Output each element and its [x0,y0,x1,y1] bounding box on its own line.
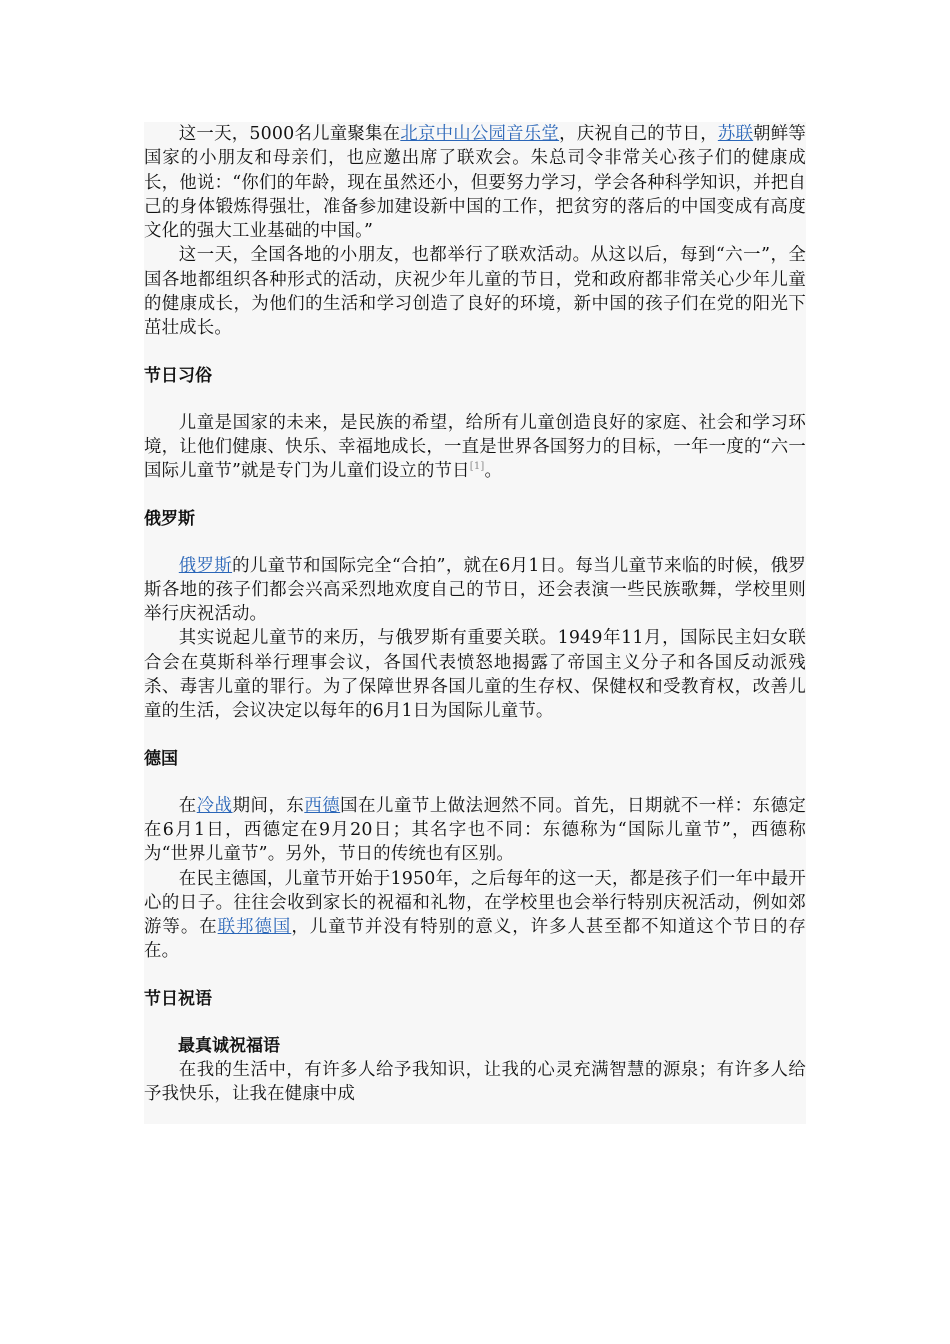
link-cold-war[interactable]: 冷战 [196,795,233,816]
link-zhongshan-park-concert-hall[interactable]: 北京中山公园音乐堂 [400,124,560,144]
text-run: 这一天，5000名儿童聚集在 [178,124,401,144]
paragraph-concert [144,122,806,243]
paragraph-customs [144,411,806,484]
link-russia[interactable]: 俄罗斯 [178,555,233,576]
citation-ref[interactable]: [1] [469,461,485,473]
link-federal-germany[interactable]: 联邦德国 [217,917,292,938]
paragraph-nationwide: 这一天，全国各地的小朋友，也都举行了联欢活动。从这以后，每到“六一”，全国各地都组织各种形式的活动，庆祝少年儿童的节日，党和政府都非常关心少年儿童的健康成长，为他们的生活和学习创造了良好的环境，新中国的孩子们在党的阳光下茁壮成长。 [144,245,806,339]
link-soviet-union[interactable]: 苏联 [717,124,754,144]
heading-germany: 德国 [144,748,178,769]
document-body [144,122,806,1124]
paragraph-cold-war [144,794,806,867]
paragraph-gdr [144,867,806,964]
heading-customs: 节日习俗 [144,365,212,386]
text-run: 儿童是国家的未来，是民族的希望，给所有儿童创造良好的家庭、社会和学习环境，让他们健康、快乐、幸福地成长，一直是世界各国努力的目标，一年一度的“六一国际儿童节”就是专门为儿童们设立的节日 [144,412,806,482]
text-run: ，庆祝自己的节日， [559,124,718,144]
text-run: 的儿童节和国际完全“合拍”，就在6月1日。每当儿童节来临的时候，俄罗斯各地的孩子们都会兴高采烈地欢度自己的节日，还会表演一些民族歌舞，学校里则举行庆祝活动。 [144,555,806,625]
text-run: 在 [178,795,197,816]
subheading-sincere-wishes: 最真诚祝福语 [178,1035,280,1056]
text-run: 朝鲜等国家的小朋友和母亲们，也应邀出席了联欢会。朱总司令非常关心孩子们的健康成长，他说：“你们的年龄，现在虽然还小，但要努力学习，学会各种科学知识，并把自己的身体锻炼得强壮，准备参加建设新中国的工作，把贫穷的落后的中国变成有高度文化的强大工业基础的中国。” [144,124,806,242]
heading-russia: 俄罗斯 [144,508,195,529]
text-run: 期间，东 [232,795,305,816]
text-run: 在民主德国，儿童节开始于1950年，之后每年的这一天，都是孩子们一年中最开心的日子。往往会收到家长的祝福和礼物，在学校里也会举行特别庆祝活动，例如郊游等。在 [144,868,806,938]
paragraph-wishes: 在我的生活中，有许多人给予我知识，让我的心灵充满智慧的源泉；有许多人给予我快乐，让我在健康中成 [144,1059,806,1105]
text-run: ，儿童节并没有特别的意义，许多人甚至都不知道这个节日的存在。 [144,917,806,962]
heading-greetings: 节日祝语 [144,988,212,1009]
link-west-germany[interactable]: 西德 [304,795,341,816]
text-run: 国在儿童节上做法迥然不同。首先，日期就不一样：东德定在6月1日，西德定在9月20日；其名字也不同：东德称为“国际儿童节”，西德称为“世界儿童节”。另外，节日的传统也有区别。 [144,795,806,865]
paragraph-origin: 其实说起儿童节的来历，与俄罗斯有重要关联。1949年11月，国际民主妇女联合会在莫斯科举行理事会议，各国代表愤怒地揭露了帝国主义分子和各国反动派残杀、毒害儿童的罪行。为了保障世界各国儿童的生存权、保健权和受教育权，改善儿童的生活，会议决定以每年的6月1日为国际儿童节。 [144,628,806,722]
text-run: 。 [484,461,503,482]
paragraph-russia [144,554,806,627]
